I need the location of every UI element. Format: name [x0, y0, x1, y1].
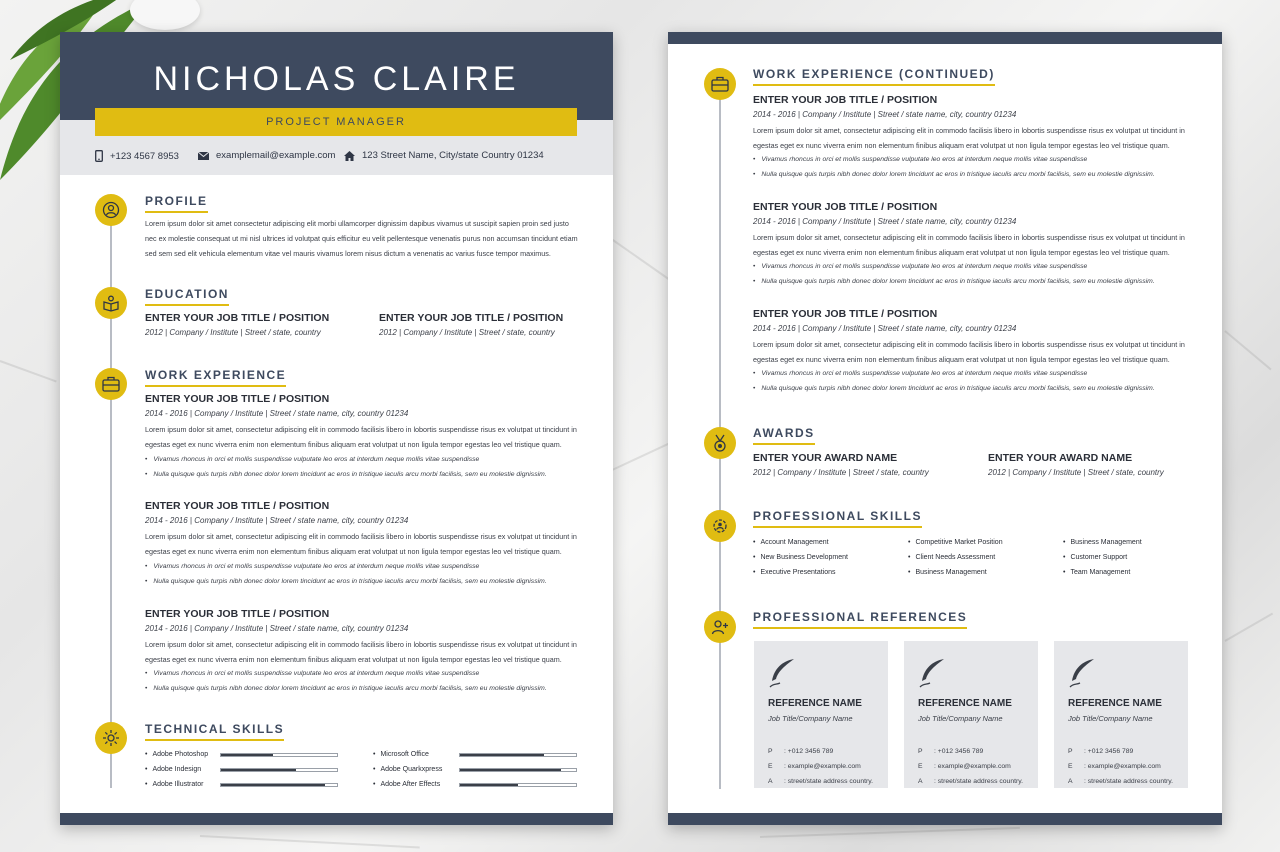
header-band: [60, 32, 613, 120]
education-item-2-title: ENTER YOUR JOB TITLE / POSITION: [379, 312, 564, 324]
work-experience-section-title: WORK EXPERIENCE: [145, 368, 286, 387]
professional-skill: • Business Management: [908, 569, 987, 576]
professional-skill: • Client Needs Assessment: [908, 554, 995, 561]
award-1-title: ENTER YOUR AWARD NAME: [753, 452, 898, 464]
email-text: examplemail@example.com: [216, 150, 336, 161]
education-item-1-title: ENTER YOUR JOB TITLE / POSITION: [145, 312, 330, 324]
reference-email: : example@example.com: [934, 763, 1011, 770]
skill-name: • Adobe Indesign: [145, 766, 201, 773]
footer-bar: [60, 813, 613, 825]
professional-skill: • Competitive Market Position: [908, 539, 1003, 546]
contact-phone: [95, 150, 179, 162]
skill-name: • Adobe Illustrator: [145, 781, 203, 788]
professional-skill: • Team Management: [1063, 569, 1130, 576]
professional-skill: • Account Management: [753, 539, 829, 546]
skill-bar: [220, 768, 338, 772]
reference-phone: : +012 3456 789: [784, 748, 834, 755]
skill-bar: [459, 753, 577, 757]
skill-bar: [220, 783, 338, 787]
professional-skills-section-title: PROFESSIONAL SKILLS: [753, 509, 922, 528]
reference-job: Job Title/Company Name: [918, 714, 1003, 723]
references-section-title: PROFESSIONAL REFERENCES: [753, 610, 967, 629]
skill-name: • Adobe Photoshop: [145, 751, 208, 758]
resume-page-1: NICHOLAS CLAIRE PROJECT MANAGER +123 4567 8953 examplemail@example.com 123 Street Name, City/state Country 01234 PROFILE Lorem ipsum dolor sit amet consectetur adipiscing elit morbi ullamcorper dignissim dapibus vivamus ut suscipit sapien proin sed justo nec ex molestie consequat ut mi nisl ultrices id volutpat quis efficitur eu velit pellentesque venenatis purus non accumsan tincidunt etiam sed sem sed elit vehicula elementum vitae vel mauris vivamus lorem nisus dictum a venenatis ac varius fusce tempor maximus. EDUCATION ENTER YOUR JOB TITLE / POSITION 2012 | Company / Institute | Street / state, country ENTER YOUR JOB TITLE / POSITION 2012 | Company / Institute | Street / state, country WORK EXPERIENCE ENTER YOUR JOB TITLE / POSITION 2014 - 2016 | Company / Institute | Street / state name, city, country 01234 Lorem ipsum dolor sit amet, consectetur adipiscing elit in commodo facilisis libero in lobortis suspendisse risus ex volutpat ut tincidunt in egestas eget ex nunc viverra enim non elementum finibus aliquam erat volutpat ut non ligula tempor egestas leo vel tristique quam. • Vivamus rhoncus in orci et mollis suspendisse vulputate leo eros at interdum neque mollis vitae suspendisse • Nulla quisque quis turpis nibh donec dolor lorem tincidunt ac eros in tristique iaculis arcu morbi facilisis, sem eu molestie dignissim. ENTER YOUR JOB TITLE / POSITION 2014 - 2016 | Company / Institute | Street / state name, city, country 01234 Lorem ipsum dolor sit amet, consectetur adipiscing elit in commodo facilisis libero in lobortis suspendisse risus ex volutpat ut tincidunt in egestas eget ex nunc viverra enim non elementum finibus aliquam erat volutpat ut non ligula tempor egestas leo vel tristique quam. • Vivamus rhoncus in orci et mollis suspendisse vulputate leo eros at interdum neque mollis vitae suspendisse • Nulla quisque quis turpis nibh donec dolor lorem tincidunt ac eros in tristique iaculis arcu morbi facilisis, sem eu molestie dignissim. ENTER YOUR JOB TITLE / POSITION 2014 - 2016 | Company / Institute | Street / state name, city, country 01234 Lorem ipsum dolor sit amet, consectetur adipiscing elit in commodo facilisis libero in lobortis suspendisse risus ex volutpat ut tincidunt in egestas eget ex nunc viverra enim non elementum finibus aliquam erat volutpat ut non ligula tempor egestas leo vel tristique quam. • Vivamus rhoncus in orci et mollis suspendisse vulputate leo eros at interdum neque mollis vitae suspendisse • Nulla quisque quis turpis nibh donec dolor lorem tincidunt ac eros in tristique iaculis arcu morbi facilisis, sem eu molestie dignissim. TECHNICAL SKILLS • Adobe Photoshop • Adobe Indesign • Adobe Illustrator • Microsoft Office • Adobe Quarkxpress • Adobe After Effects: [60, 32, 613, 825]
reference-name: REFERENCE NAME: [768, 698, 862, 709]
envelope-icon: [198, 152, 209, 160]
technical-skills-section-title: TECHNICAL SKILLS: [145, 722, 284, 741]
reference-address: : street/state address country.: [934, 778, 1024, 785]
reference-address: : street/state address country.: [1084, 778, 1174, 785]
reference-email: : example@example.com: [784, 763, 861, 770]
reference-card-1: REFERENCE NAME Job Title/Company Name P : +012 3456 789 E : example@example.com A : street/state address country.: [754, 641, 888, 788]
award-1-meta: 2012 | Company / Institute | Street / state, country: [753, 468, 929, 477]
job-role-banner: PROJECT MANAGER: [95, 108, 577, 136]
profile-text: Lorem ipsum dolor sit amet consectetur adipiscing elit morbi ullamcorper dignissim dapibus vivamus ut suscipit sapien proin sed justo nec ex molestie consequat ut mi nisl ultrices id volutpat quis efficitur eu velit pellentesque venenatis purus non accumsan tincidunt etiam sed sem sed elit vehicula elementum vitae vel mauris vivamus lorem nisus dictum a venenatis ac varius fusce tempor maximus.: [145, 219, 578, 258]
phone-icon: [95, 150, 103, 162]
skill-bar: [220, 753, 338, 757]
footer-bar: [668, 813, 1222, 825]
reference-phone: : +012 3456 789: [1084, 748, 1134, 755]
profile-section-title: PROFILE: [145, 194, 208, 213]
skill-name: • Adobe Quarkxpress: [373, 766, 442, 773]
gear-person-icon: [704, 510, 736, 542]
reference-card-3: REFERENCE NAME Job Title/Company Name P : +012 3456 789 E : example@example.com A : street/state address country.: [1054, 641, 1188, 788]
reference-card-2: REFERENCE NAME Job Title/Company Name P : +012 3456 789 E : example@example.com A : street/state address country.: [904, 641, 1038, 788]
reference-job: Job Title/Company Name: [768, 714, 853, 723]
add-user-icon: [704, 611, 736, 643]
quill-icon: [766, 657, 796, 689]
briefcase-icon: [704, 68, 736, 100]
tools-icon: [95, 722, 127, 754]
work-experience-continued-title: WORK EXPERIENCE (CONTINUED): [753, 67, 995, 86]
quill-icon: [1066, 657, 1096, 689]
skill-bar: [459, 768, 577, 772]
top-bar: [668, 32, 1222, 44]
reference-email: : example@example.com: [1084, 763, 1161, 770]
candidate-name: NICHOLAS CLAIRE: [153, 60, 520, 98]
awards-section-title: AWARDS: [753, 426, 815, 445]
reference-address: : street/state address country.: [784, 778, 874, 785]
quill-icon: [916, 657, 946, 689]
skill-bar: [459, 783, 577, 787]
professional-skill: • Business Management: [1063, 539, 1142, 546]
reference-phone: : +012 3456 789: [934, 748, 984, 755]
resume-page-2: WORK EXPERIENCE (CONTINUED) ENTER YOUR JOB TITLE / POSITION 2014 - 2016 | Company / Institute | Street / state name, city, country 01234 Lorem ipsum dolor sit amet, consectetur adipiscing elit in commodo facilisis libero in lobortis suspendisse risus ex volutpat ut tincidunt in egestas eget ex nunc viverra enim non elementum finibus aliquam erat volutpat ut non ligula tempor egestas leo vel tristique quam. • Vivamus rhoncus in orci et mollis suspendisse vulputate leo eros at interdum neque mollis vitae suspendisse • Nulla quisque quis turpis nibh donec dolor lorem tincidunt ac eros in tristique iaculis arcu morbi facilisis, sem eu molestie dignissim. ENTER YOUR JOB TITLE / POSITION 2014 - 2016 | Company / Institute | Street / state name, city, country 01234 Lorem ipsum dolor sit amet, consectetur adipiscing elit in commodo facilisis libero in lobortis suspendisse risus ex volutpat ut tincidunt in egestas eget ex nunc viverra enim non elementum finibus aliquam erat volutpat ut non ligula tempor egestas leo vel tristique quam. • Vivamus rhoncus in orci et mollis suspendisse vulputate leo eros at interdum neque mollis vitae suspendisse • Nulla quisque quis turpis nibh donec dolor lorem tincidunt ac eros in tristique iaculis arcu morbi facilisis, sem eu molestie dignissim. ENTER YOUR JOB TITLE / POSITION 2014 - 2016 | Company / Institute | Street / state name, city, country 01234 Lorem ipsum dolor sit amet, consectetur adipiscing elit in commodo facilisis libero in lobortis suspendisse risus ex volutpat ut tincidunt in egestas eget ex nunc viverra enim non elementum finibus aliquam erat volutpat ut non ligula tempor egestas leo vel tristique quam. • Vivamus rhoncus in orci et mollis suspendisse vulputate leo eros at interdum neque mollis vitae suspendisse • Nulla quisque quis turpis nibh donec dolor lorem tincidunt ac eros in tristique iaculis arcu morbi facilisis, sem eu molestie dignissim. AWARDS ENTER YOUR AWARD NAME 2012 | Company / Institute | Street / state, country ENTER YOUR AWARD NAME 2012 | Company / Institute | Street / state, country PROFESSIONAL SKILLS • Account Management • New Business Development • Executive Presentations • Competitive Market Position • Client Needs Assessment • Business Management • Business Management • Customer Support • Team Management PROFESSIONAL REFERENCES REFERENCE NAME Job Title/Company Name P : +012 3456 789 E : example@example.com A : street/state address country. REFERENCE NAME Job Title/Company Name P : +012 3456 789 E : example@example.com A : street/state address country. REFERENCE NAME Job Title/Company Name P : +012 3456 789 E : example@example.com A : street/state address country.: [668, 32, 1222, 825]
contact-email: [198, 150, 335, 161]
education-item-2-meta: 2012 | Company / Institute | Street / state, country: [379, 328, 555, 337]
skill-name: • Adobe After Effects: [373, 781, 440, 788]
skill-name: • Microsoft Office: [373, 751, 429, 758]
professional-skill: • New Business Development: [753, 554, 848, 561]
phone-text: +123 4567 8953: [110, 150, 179, 162]
reference-job: Job Title/Company Name: [1068, 714, 1153, 723]
award-2-title: ENTER YOUR AWARD NAME: [988, 452, 1133, 464]
home-icon: [344, 151, 355, 161]
reading-person-icon: [95, 287, 127, 319]
user-circle-icon: [95, 194, 127, 226]
briefcase-icon: [95, 368, 127, 400]
professional-skill: • Customer Support: [1063, 554, 1127, 561]
reference-name: REFERENCE NAME: [1068, 698, 1162, 709]
reference-name: REFERENCE NAME: [918, 698, 1012, 709]
medal-icon: [704, 427, 736, 459]
professional-skill: • Executive Presentations: [753, 569, 836, 576]
contact-address: [344, 150, 544, 161]
education-section-title: EDUCATION: [145, 287, 229, 306]
education-item-1-meta: 2012 | Company / Institute | Street / state, country: [145, 328, 321, 337]
award-2-meta: 2012 | Company / Institute | Street / state, country: [988, 468, 1164, 477]
address-text: 123 Street Name, City/state Country 01234: [362, 150, 544, 161]
